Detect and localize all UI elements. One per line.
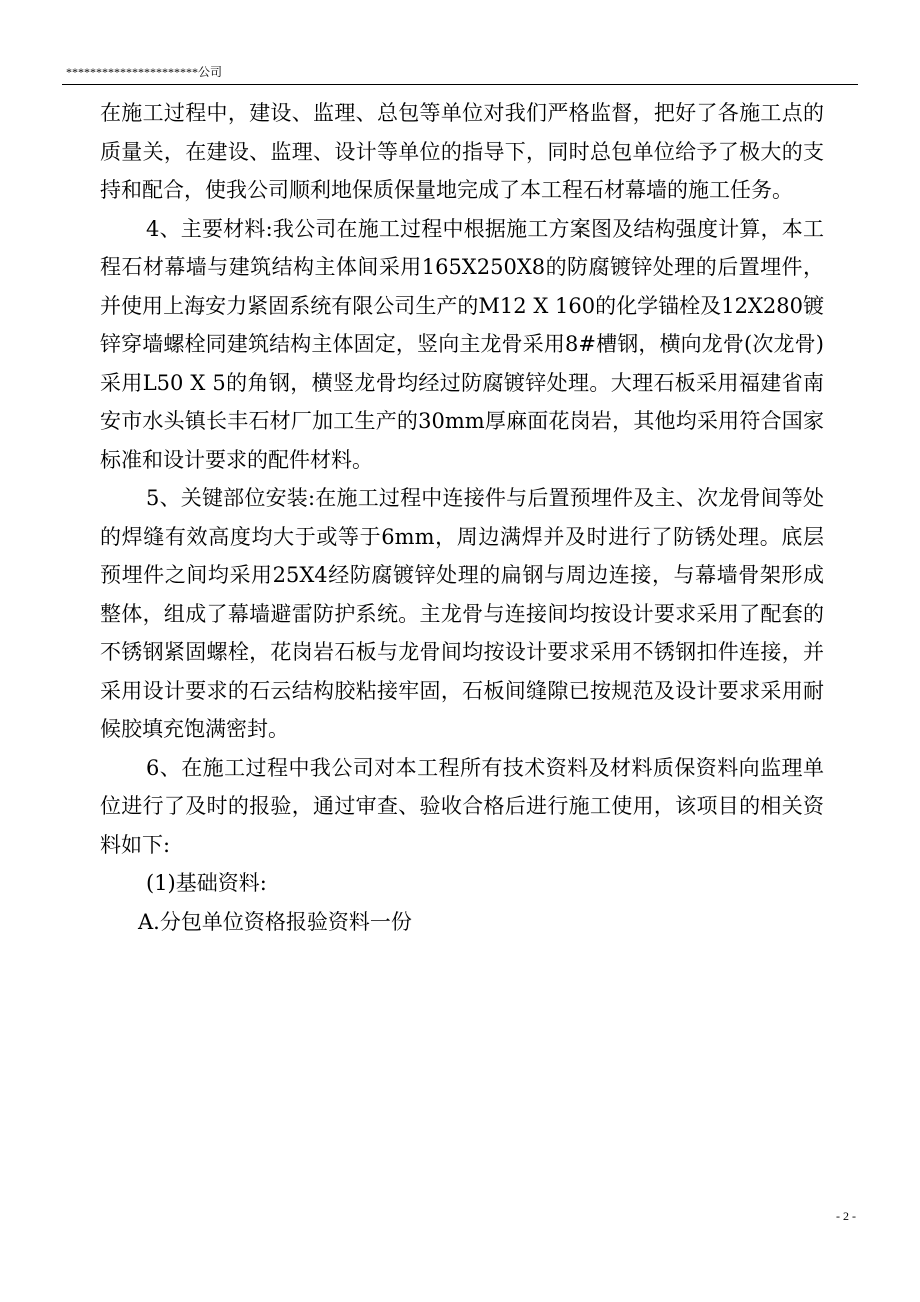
list-item-a: A.分包单位资格报验资料一份	[138, 909, 412, 934]
sub-heading-basic-materials: (1)基础资料:	[146, 871, 267, 895]
paragraph-main-materials: 4、主要材料:我公司在施工过程中根据施工方案图及结构强度计算，本工程石材幕墙与建筑结构主体间采用165X250X8的防腐镀锌处理的后置埋件，并使用上海安力紧固系统有限公司生产的M12 X 160的化学锚栓及12X280镀锌穿墙螺栓同建筑结构主体固定，竖向主龙骨采用8#槽钢，横向龙骨(次龙骨)采用L50 X 5的角钢，横竖龙骨均经过防腐镀锌处理。大理石板采用福建省南安市水头镇长丰石材厂加工生产的30mm厚麻面花岗岩，其他均采用符合国家标准和设计要求的配件材料。	[100, 216, 824, 472]
paragraph-intro: 在施工过程中，建设、监理、总包等单位对我们严格监督，把好了各施工点的质量关，在建设、监理、设计等单位的指导下，同时总包单位给予了极大的支持和配合，使我公司顺利地保质保量地完成了本工程石材幕墙的施工任务。	[100, 101, 824, 202]
paragraph-technical-documents: 6、在施工过程中我公司对本工程所有技术资料及材料质保资料向监理单位进行了及时的报验，通过审查、验收合格后进行施工使用，该项目的相关资料如下:	[100, 755, 824, 857]
page-header: **********************公司	[66, 65, 223, 79]
document-body	[100, 94, 824, 941]
paragraph-key-installation: 5、关键部位安装:在施工过程中连接件与后置预埋件及主、次龙骨间等处的焊缝有效高度均大于或等于6mm，周边满焊并及时进行了防锈处理。底层预埋件之间均采用25X4经防腐镀锌处理的扁钢与周边连接，与幕墙骨架形成整体，组成了幕墙避雷防护系统。主龙骨与连接间均按设计要求采用了配套的不锈钢紧固螺栓，花岗岩石板与龙骨间均按设计要求采用不锈钢扣件连接，并采用设计要求的石云结构胶粘接牢固，石板间缝隙已按规范及设计要求采用耐候胶填充饱满密封。	[100, 486, 824, 741]
header-divider	[62, 84, 858, 85]
page-number: - 2 -	[836, 1209, 856, 1223]
